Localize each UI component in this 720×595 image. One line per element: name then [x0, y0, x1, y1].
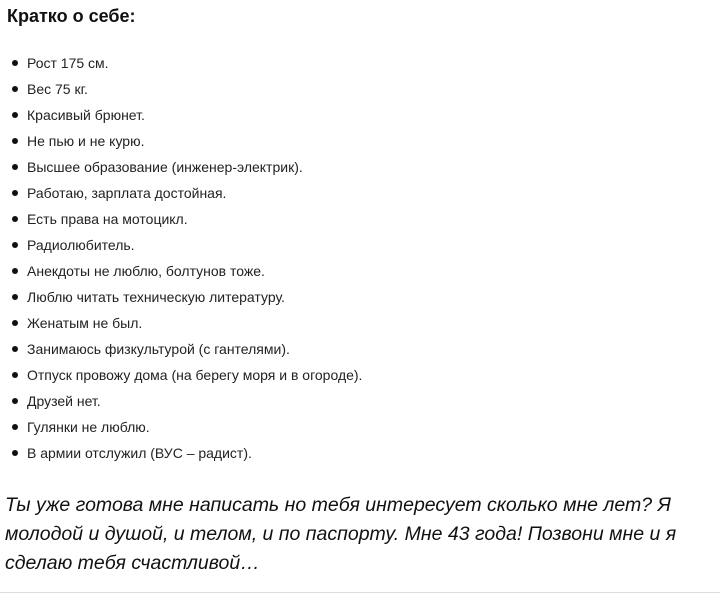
- list-item-text: В армии отслужил (ВУС – радист).: [27, 445, 252, 461]
- bullet-icon: [12, 164, 18, 170]
- bullet-icon: [12, 372, 18, 378]
- list-item-text: Высшее образование (инженер-электрик).: [27, 159, 303, 175]
- list-item: [0, 154, 362, 180]
- list-item: [0, 388, 362, 414]
- list-item: [0, 336, 362, 362]
- list-item-text: Красивый брюнет.: [27, 107, 145, 123]
- list-item-text: Гулянки не люблю.: [27, 419, 150, 435]
- bullet-icon: [12, 320, 18, 326]
- bullet-icon: [12, 242, 18, 248]
- bullet-icon: [12, 86, 18, 92]
- list-item-text: Друзей нет.: [27, 393, 101, 409]
- list-item-text: Вес 75 кг.: [27, 81, 88, 97]
- list-item-text: Женатым не был.: [27, 315, 143, 331]
- list-item: [0, 284, 362, 310]
- bullet-icon: [12, 294, 18, 300]
- list-item: [0, 102, 362, 128]
- list-item: [0, 310, 362, 336]
- bullet-icon: [12, 138, 18, 144]
- bullet-icon: [12, 190, 18, 196]
- section-heading: Кратко о себе:: [7, 6, 136, 26]
- list-item-text: Люблю читать техническую литературу.: [27, 289, 285, 305]
- bullet-icon: [12, 450, 18, 456]
- bullet-icon: [12, 424, 18, 430]
- list-item-text: Отпуск провожу дома (на берегу моря и в огороде).: [27, 367, 363, 383]
- bullet-icon: [12, 112, 18, 118]
- list-item: [0, 128, 362, 154]
- list-item: [0, 206, 362, 232]
- list-item-text: Рост 175 см.: [27, 55, 109, 71]
- bullet-icon: [12, 398, 18, 404]
- bullet-icon: [12, 268, 18, 274]
- list-item: [0, 180, 362, 206]
- facts-list: [0, 50, 362, 466]
- list-item-text: Анекдоты не люблю, болтунов тоже.: [27, 263, 265, 279]
- list-item: [0, 50, 362, 76]
- list-item-text: Работаю, зарплата достойная.: [27, 185, 227, 201]
- list-item-text: Радиолюбитель.: [27, 237, 135, 253]
- list-item-text: Занимаюсь физкультурой (с гантелями).: [27, 341, 290, 357]
- closing-paragraph: Ты уже готова мне написать но тебя интересует сколько мне лет? Я молодой и душой, и телом, и по паспорту. Мне 43 года! Позвони мне и я сделаю тебя счастливой…: [5, 494, 677, 574]
- bottom-divider: [0, 592, 720, 593]
- list-item: [0, 232, 362, 258]
- list-item-text: Есть права на мотоцикл.: [27, 211, 188, 227]
- bullet-icon: [12, 346, 18, 352]
- list-item: [0, 258, 362, 284]
- list-item: [0, 362, 362, 388]
- bullet-icon: [12, 60, 18, 66]
- bullet-icon: [12, 216, 18, 222]
- list-item-text: Не пью и не курю.: [27, 133, 145, 149]
- list-item: [0, 414, 362, 440]
- list-item: [0, 440, 362, 466]
- list-item: [0, 76, 362, 102]
